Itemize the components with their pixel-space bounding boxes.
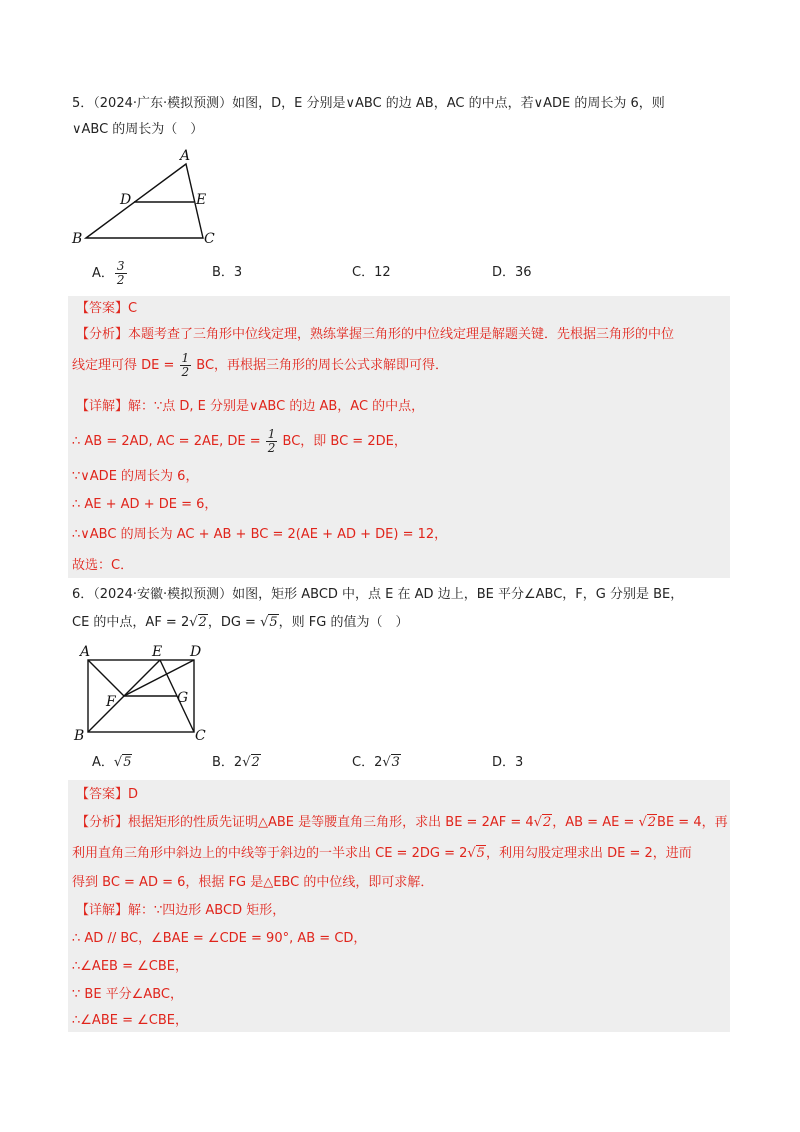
q5-detail-line1: 【详解】解：∵点 D, E 分别是∨ABC 的边 AB，AC 的中点， [76,399,425,414]
q6-label-d: D [190,644,202,660]
q6-detail-line2: ∴ AD // BC，∠BAE = ∠CDE = 90°, AB = CD， [72,931,367,946]
q5-detail-line6: 故选：C． [72,558,134,573]
q5-label-a: A [180,148,191,164]
q6-analysis-line3: 得到 BC = AD = 6，根据 FG 是△EBC 的中位线，即可求解． [72,875,434,890]
q6-stem-line1: 6．（2024·安徽·模拟预测）如图，矩形 ABCD 中，点 E 在 AD 边上，BE 平分∠ABC，F，G 分别是 BE， [72,587,684,602]
q5-detail-line3: ∵∨ADE 的周长为 6， [72,469,199,484]
q6-detail-line1: 【详解】解：∵四边形 ABCD 矩形， [76,903,286,918]
q5-detail-line4: ∴ AE + AD + DE = 6， [72,497,218,512]
q5-detail-line5: ∴∨ABC 的周长为 AC + AB + BC = 2(AE + AD + DE) = 12， [72,527,448,542]
q6-option-b: B．2√2 [212,755,260,770]
q5-detail-line2: ∴ AB = 2AD, AC = 2AE, DE = $\frac{1}{2}$ BC，即 BC = 2DE， [72,427,407,455]
q6-option-d: D．3 [492,755,524,770]
q6-label-b: B [74,728,85,744]
q6-detail-line4: ∵ BE 平分∠ABC， [72,987,183,1002]
q5-stem-line2: ∨ABC 的周长为（ ） [72,122,204,137]
q5-label-d: D [120,192,132,208]
q5-option-a-denominator: 2 [116,273,125,287]
q5-option-c: C．12 [352,265,391,280]
q6-analysis-line2: 利用直角三角形中斜边上的中线等于斜边的一半求出 CE = 2DG = 2√5，利用勾股定理求出 DE = 2，进而 [72,846,692,861]
q5-stem-line1: 5．（2024·广东·模拟预测）如图，D，E 分别是∨ABC 的边 AB，AC 的中点，若∨ADE 的周长为 6，则 [72,96,665,111]
q6-option-a: A．√5 [92,755,132,770]
q5-label-c: C [204,231,215,247]
q5-option-a: A． $\frac{3}{2}$ [92,259,125,287]
q6-label-a: A [80,644,91,660]
q6-label-g: G [177,690,189,706]
q5-answer: 【答案】C [76,301,138,316]
q5-option-d: D．36 [492,265,532,280]
q5-analysis-line1: 【分析】本题考查了三角形中位线定理，熟练掌握三角形的中位线定理是解题关键．先根据三角形的中位 [76,327,675,342]
q5-option-a-numerator: 3 [116,259,125,273]
q5-figure [66,146,226,248]
q6-answer: 【答案】D [76,787,139,802]
q5-option-b: B．3 [212,265,243,280]
q6-stem-line2: CE 的中点，AF = 2√2，DG = √5，则 FG 的值为（ ） [72,615,409,630]
q5-label-b: B [72,231,83,247]
q6-label-c: C [195,728,206,744]
q5-analysis-line2: 线定理可得 DE = $\frac{1}{2}$ BC，再根据三角形的周长公式求解即可得． [72,351,449,379]
q6-option-c: C．2√3 [352,755,400,770]
q6-analysis-line1: 【分析】根据矩形的性质先证明△ABE 是等腰直角三角形，求出 BE = 2AF = 4√2，AB = AE = √2BE = 4，再 [76,815,728,830]
q6-detail-line5: ∴∠ABE = ∠CBE， [72,1013,188,1028]
q6-label-f: F [106,694,116,710]
q5-label-e: E [196,192,207,208]
q6-figure [68,640,214,744]
q6-label-e: E [152,644,163,660]
q6-detail-line3: ∴∠AEB = ∠CBE， [72,959,188,974]
